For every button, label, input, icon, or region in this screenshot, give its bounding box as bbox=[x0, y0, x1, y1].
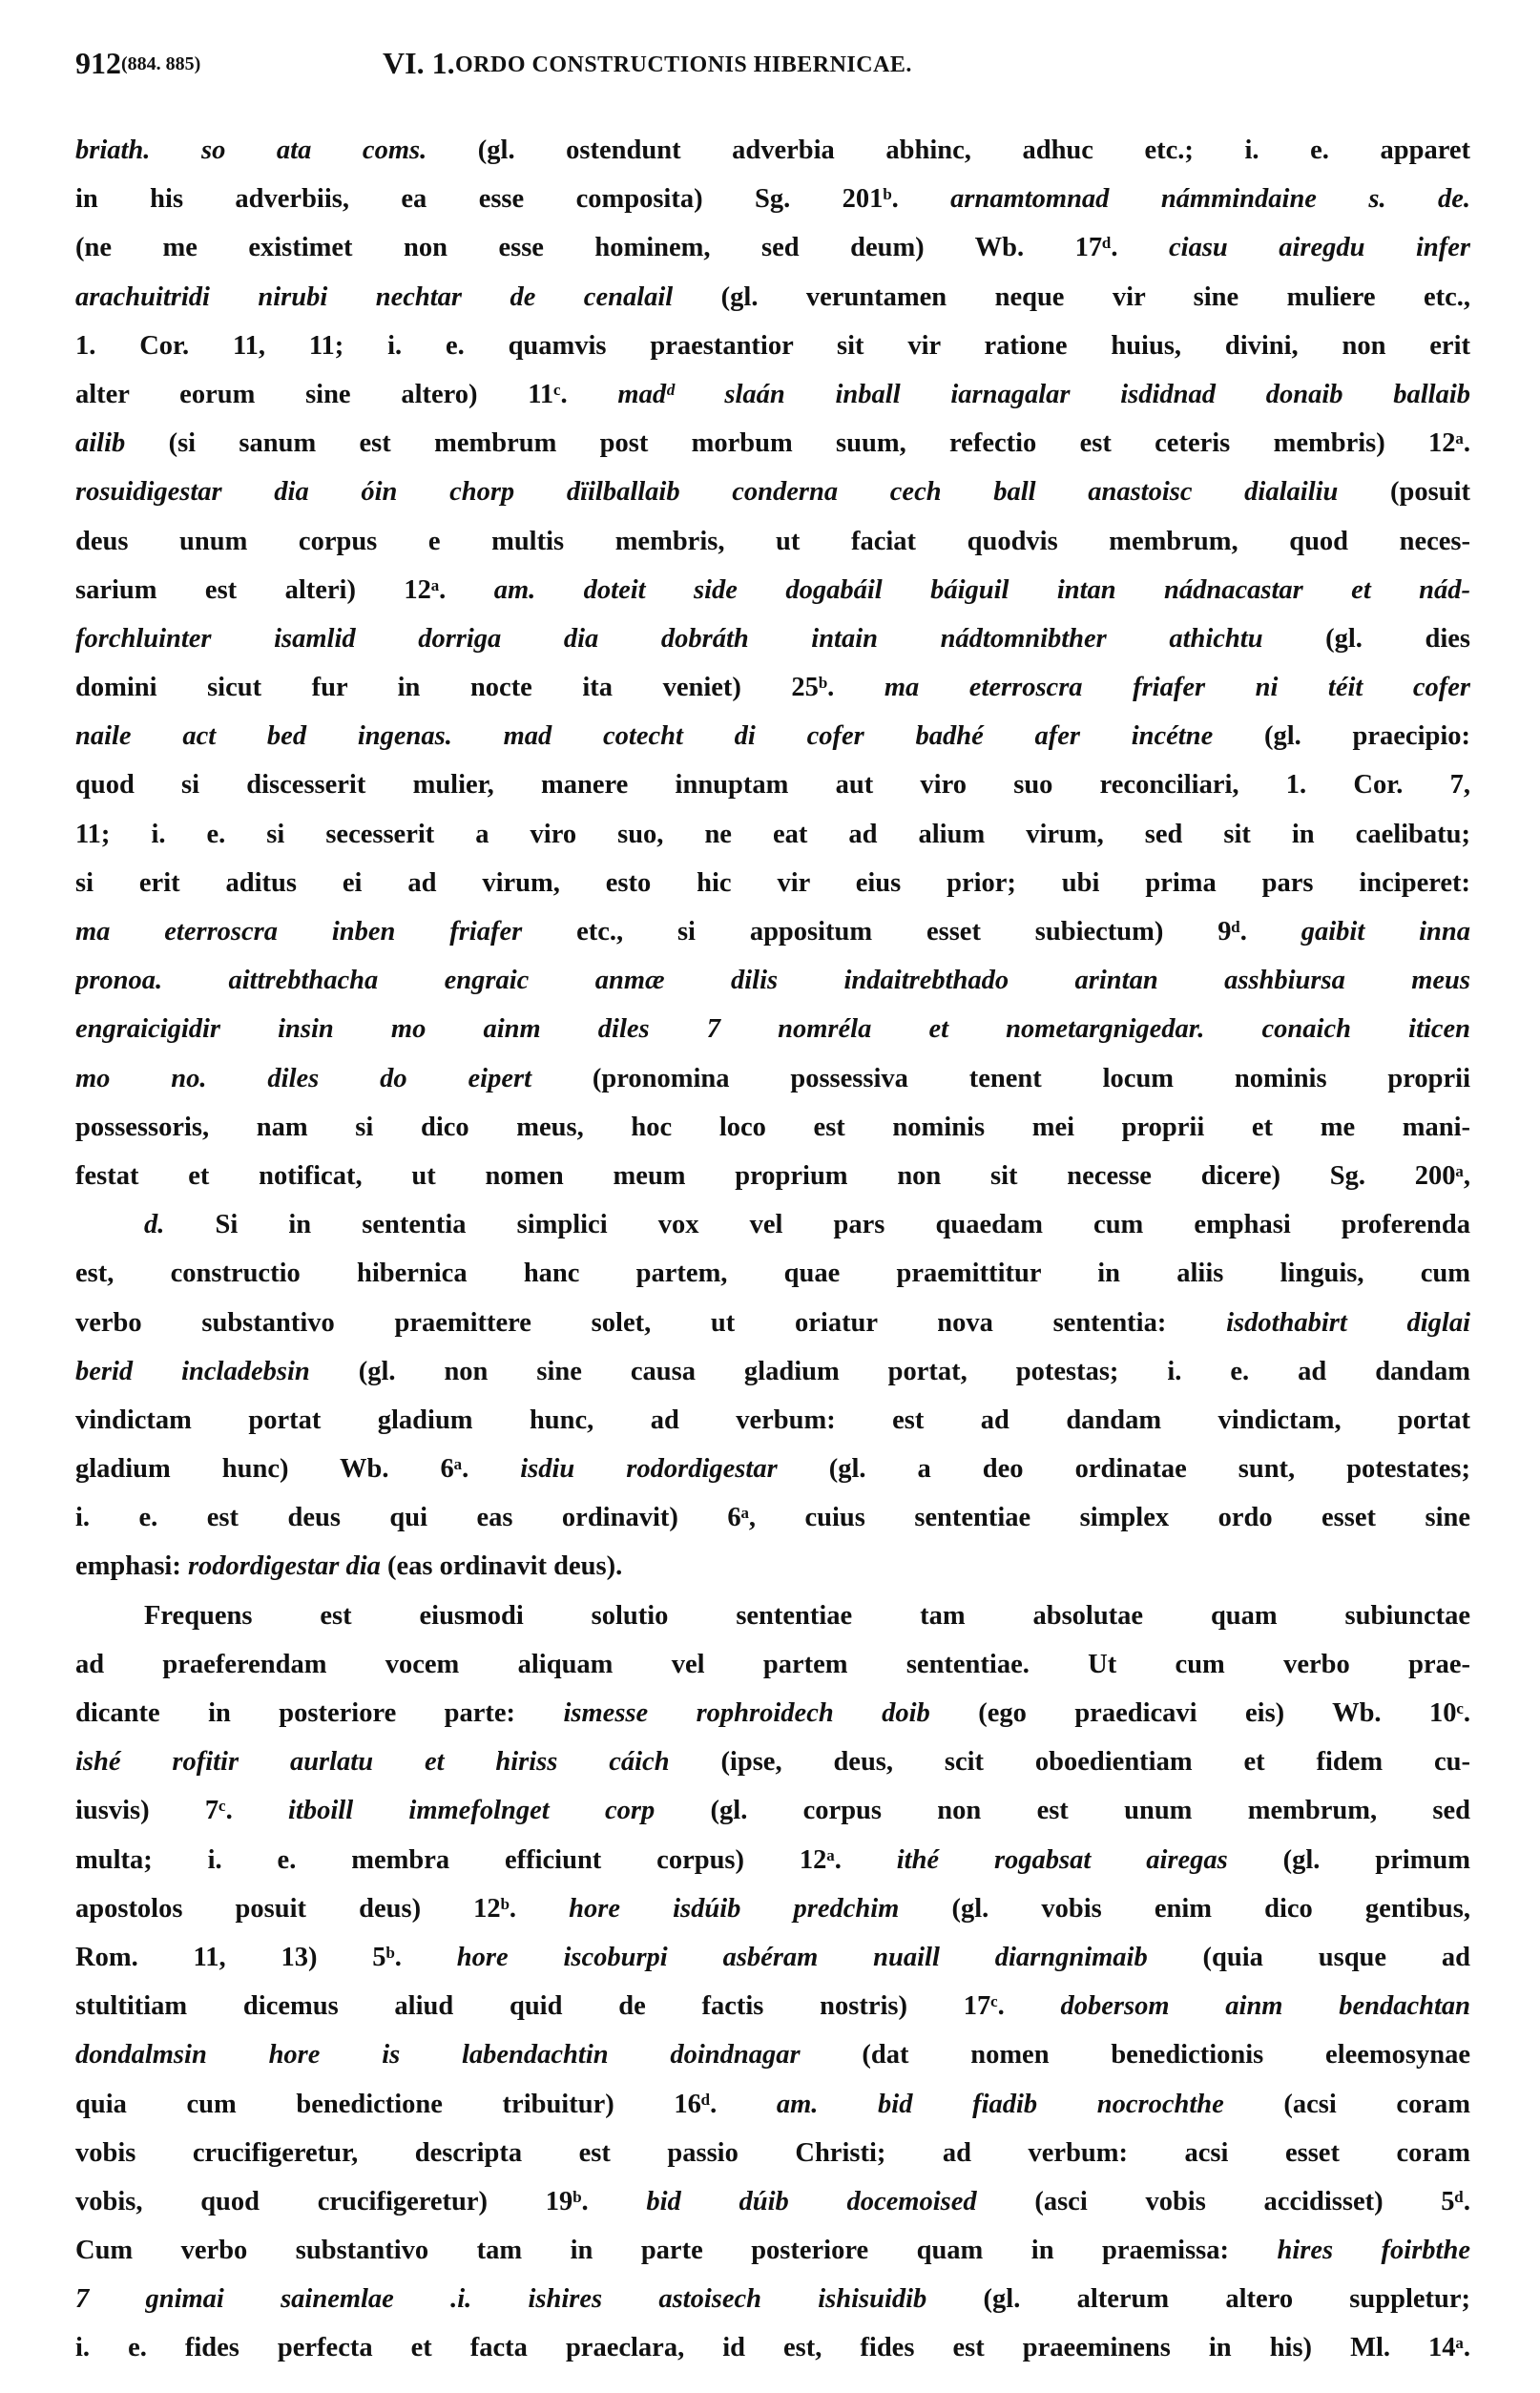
irish-gloss-text: dobersom ainm bendachtan bbox=[1060, 1991, 1470, 2022]
latin-text: possessoris, nam si dico meus, hoc loco est nominis mei proprii et me mani- bbox=[75, 1112, 1470, 1142]
irish-gloss-text: bid dúib docemoised bbox=[646, 2186, 977, 2216]
text-line bbox=[75, 1644, 1470, 1693]
irish-gloss-text: mo no. diles do eipert bbox=[75, 1063, 531, 1093]
irish-gloss-text: engraicigidir insin mo ainm diles 7 nomréla et nometargnigedar. conaich iticen bbox=[75, 1014, 1470, 1045]
latin-text: (gl. vobis enim dico gentibus, bbox=[899, 1893, 1470, 1924]
latin-text: ad praeferendam vocem aliquam vel partem sententiae. Ut cum verbo prae- bbox=[75, 1649, 1470, 1679]
latin-text: Cum verbo substantivo tam in parte posteriore quam in praemissa: bbox=[75, 2236, 1278, 2266]
latin-text: iusvis) 7ᶜ. bbox=[75, 1796, 289, 1826]
page-number: 912 bbox=[75, 46, 121, 80]
irish-gloss-text: ailib bbox=[75, 428, 126, 459]
irish-gloss-text: ishé rofitir aurlatu et hiriss cáich bbox=[75, 1747, 670, 1778]
text-line bbox=[75, 1937, 1470, 1986]
text-line bbox=[75, 1546, 1470, 1594]
text-line bbox=[75, 1351, 1470, 1400]
latin-text: emphasi: bbox=[75, 1551, 188, 1582]
latin-text: quod si discesserit mulier, manere innuptam aut viro suo reconciliari, 1. Cor. 7, bbox=[75, 770, 1470, 801]
text-line bbox=[75, 423, 1470, 471]
latin-text: apostolos posuit deus) 12ᵇ. bbox=[75, 1893, 570, 1924]
running-header bbox=[75, 46, 1470, 88]
latin-text: (ne me existimet non esse hominem, sed deum) Wb. 17ᵈ. bbox=[75, 233, 1169, 263]
latin-text: (gl. praecipio: bbox=[1213, 721, 1470, 752]
latin-text: (pronomina possessiva tenent locum nominis proprii bbox=[531, 1063, 1470, 1093]
irish-gloss-text: ma eterroscra inben friafer bbox=[75, 917, 523, 947]
latin-text: stultitiam dicemus aliud quid de factis nostris) 17ᶜ. bbox=[75, 1991, 1061, 2022]
section-refs: (884. 885) bbox=[121, 53, 201, 74]
text-line bbox=[75, 1400, 1470, 1448]
text-line bbox=[75, 1204, 1470, 1253]
text-line bbox=[75, 570, 1470, 618]
text-line bbox=[75, 1302, 1470, 1351]
text-line bbox=[75, 2279, 1470, 2327]
latin-text: (acsi coram bbox=[1223, 2089, 1470, 2119]
latin-text: quia cum benedictione tribuitur) 16ᵈ. bbox=[75, 2089, 777, 2119]
latin-text: Rom. 11, 13) 5ᵇ. bbox=[75, 1942, 457, 1972]
latin-text: (gl. ostendunt adverbia abhinc, adhuc etc.; i. e. apparet bbox=[427, 135, 1470, 165]
latin-text: vindictam portat gladium hunc, ad verbum: est ad dandam vindictam, portat bbox=[75, 1405, 1470, 1435]
latin-text: (posuit bbox=[1338, 477, 1470, 508]
latin-text: (gl. corpus non est unum membrum, sed bbox=[655, 1796, 1470, 1826]
text-line bbox=[75, 2181, 1470, 2230]
irish-gloss-text: isdiu rodordigestar bbox=[520, 1454, 778, 1485]
text-line bbox=[75, 1058, 1470, 1107]
text-line bbox=[75, 2327, 1470, 2376]
text-line bbox=[75, 374, 1470, 423]
irish-gloss-text: hires foirbthe bbox=[1277, 2236, 1470, 2266]
text-line bbox=[75, 618, 1470, 667]
text-line bbox=[75, 1009, 1470, 1057]
text-line bbox=[75, 667, 1470, 716]
latin-text: verbo substantivo praemittere solet, ut oriatur nova sententia: bbox=[75, 1307, 1227, 1338]
irish-gloss-text: hore isdúib predchim bbox=[569, 1893, 900, 1924]
latin-text: in his adverbiis, ea esse composita) Sg. 201ᵇ. bbox=[75, 184, 951, 215]
text-line bbox=[75, 1693, 1470, 1741]
body-text bbox=[75, 130, 1470, 2377]
latin-text: multa; i. e. membra efficiunt corpus) 12ᵃ. bbox=[75, 1844, 897, 1875]
text-line bbox=[75, 1107, 1470, 1155]
text-line bbox=[75, 716, 1470, 764]
irish-gloss-text: pronoa. aittrebthacha engraic anmæ dilis indaitrebthado arintan asshbiursa meus bbox=[75, 966, 1470, 996]
latin-text: (gl. veruntamen neque vir sine muliere etc., bbox=[673, 281, 1470, 312]
irish-gloss-text: hore iscoburpi asbéram nuaill diarngnimaib bbox=[456, 1942, 1148, 1972]
latin-text: (gl. dies bbox=[1262, 623, 1470, 654]
latin-text: (eas ordinavit deus). bbox=[380, 1551, 623, 1582]
irish-gloss-text: briath. so ata coms. bbox=[75, 135, 427, 165]
text-line bbox=[75, 1497, 1470, 1546]
text-line bbox=[75, 521, 1470, 570]
irish-gloss-text: ismesse rophroidech doib bbox=[563, 1698, 930, 1728]
irish-gloss-text: dondalmsin hore is labendachtin doindnagar bbox=[75, 2040, 801, 2070]
irish-gloss-text: am. bid fiadib nocrochthe bbox=[776, 2089, 1224, 2119]
text-line bbox=[75, 911, 1470, 960]
latin-text: Frequens est eiusmodi solutio sententiae tam absolutae quam subiunctae bbox=[144, 1600, 1470, 1631]
irish-gloss-text: itboill immefolnget corp bbox=[288, 1796, 656, 1826]
irish-gloss-text: madᵈ slaán inball iarnagalar isdidnad donaib ballaib bbox=[617, 379, 1470, 409]
irish-gloss-text: forchluinter isamlid dorriga dia dobráth intain nádtomnibther athichtu bbox=[75, 623, 1263, 654]
text-line bbox=[75, 764, 1470, 813]
text-line bbox=[75, 2133, 1470, 2181]
latin-text: alter eorum sine altero) 11ᶜ. bbox=[75, 379, 618, 409]
irish-gloss-text: berid incladebsin bbox=[75, 1356, 310, 1386]
irish-gloss-text: d. bbox=[144, 1210, 165, 1240]
latin-text: (gl. non sine causa gladium portat, potestas; i. e. ad dandam bbox=[309, 1356, 1470, 1386]
irish-gloss-text: naile act bed ingenas. mad cotecht di cofer badhé afer incétne bbox=[75, 721, 1214, 752]
text-line bbox=[75, 2230, 1470, 2279]
text-line bbox=[75, 1840, 1470, 1888]
text-line bbox=[75, 863, 1470, 911]
text-line bbox=[75, 1741, 1470, 1790]
text-line bbox=[75, 471, 1470, 520]
text-line bbox=[75, 1448, 1470, 1497]
irish-gloss-text: rosuidigestar dia óin chorp dïilballaib conderna cech ball anastoisc dialailiu bbox=[75, 477, 1339, 508]
text-line bbox=[75, 960, 1470, 1009]
latin-text: gladium hunc) Wb. 6ᵃ. bbox=[75, 1454, 521, 1485]
irish-gloss-text: ithé rogabsat airegas bbox=[896, 1844, 1228, 1875]
irish-gloss-text: ma eterroscra friafer ni téit cofer bbox=[884, 673, 1470, 703]
latin-text: etc., si appositum esset subiectum) 9ᵈ. bbox=[522, 917, 1301, 947]
latin-text: domini sicut fur in nocte ita veniet) 25ᵇ. bbox=[75, 673, 884, 703]
latin-text: i. e. est deus qui eas ordinavit) 6ᵃ, cuius sententiae simplex ordo esset sine bbox=[75, 1503, 1470, 1533]
latin-text: 11; i. e. si secesserit a viro suo, ne eat ad alium virum, sed sit in caelibatu; bbox=[75, 819, 1470, 849]
latin-text: (asci vobis accidisset) 5ᵈ. bbox=[976, 2186, 1470, 2216]
text-line bbox=[75, 227, 1470, 276]
irish-gloss-text: rodordigestar dia bbox=[187, 1551, 381, 1582]
text-line bbox=[75, 1253, 1470, 1301]
latin-text: dicante in posteriore parte: bbox=[75, 1698, 564, 1728]
irish-gloss-text: arachuitridi nirubi nechtar de cenalail bbox=[75, 281, 674, 312]
text-line bbox=[75, 1155, 1470, 1204]
latin-text: sarium est alteri) 12ᵃ. bbox=[75, 574, 494, 605]
latin-text: (ego praedicavi eis) Wb. 10ᶜ. bbox=[929, 1698, 1470, 1728]
latin-text: (ipse, deus, scit oboedientiam et fidem cu- bbox=[669, 1747, 1470, 1778]
text-line bbox=[75, 1888, 1470, 1937]
text-line bbox=[75, 1790, 1470, 1839]
latin-text: festat et notificat, ut nomen meum proprium non sit necesse dicere) Sg. 200ᵃ, bbox=[75, 1160, 1470, 1191]
text-line bbox=[75, 277, 1470, 325]
latin-text: i. e. fides perfecta et facta praeclara, id est, fides est praeeminens in his) Ml. 14ᵃ. bbox=[75, 2333, 1470, 2363]
latin-text: si erit aditus ei ad virum, esto hic vir eius prior; ubi prima pars inciperet: bbox=[75, 867, 1470, 898]
latin-text: 1. Cor. 11, 11; i. e. quamvis praestantior sit vir ratione huius, divini, non erit bbox=[75, 330, 1470, 361]
text-line bbox=[75, 325, 1470, 374]
text-line bbox=[75, 1595, 1470, 1644]
latin-text: est, constructio hibernica hanc partem, quae praemittitur in aliis linguis, cum bbox=[75, 1259, 1470, 1289]
text-line bbox=[75, 814, 1470, 863]
latin-text: (gl. primum bbox=[1227, 1844, 1470, 1875]
latin-text: vobis, quod crucifigeretur) 19ᵇ. bbox=[75, 2186, 647, 2216]
latin-text: (quia usque ad bbox=[1147, 1942, 1470, 1972]
latin-text: (dat nomen benedictionis eleemosynae bbox=[800, 2040, 1470, 2070]
irish-gloss-text: 7 gnimai sainemlae .i. ishires astoisech ishisuidib bbox=[75, 2284, 927, 2315]
latin-text: vobis crucifigeretur, descripta est passio Christi; ad verbum: acsi esset coram bbox=[75, 2137, 1470, 2168]
latin-text: (si sanum est membrum post morbum suum, refectio est ceteris membris) 12ᵃ. bbox=[125, 428, 1470, 459]
text-line bbox=[75, 2084, 1470, 2133]
latin-text: (gl. alterum altero suppletur; bbox=[926, 2284, 1470, 2315]
irish-gloss-text: am. doteit side dogabáil báiguil intan nádnacastar et nád- bbox=[493, 574, 1470, 605]
irish-gloss-text: arnamtomnad námmindaine s. de. bbox=[950, 184, 1470, 215]
chapter-number: VI. 1. bbox=[383, 46, 455, 80]
latin-text: deus unum corpus e multis membris, ut faciat quodvis membrum, quod neces- bbox=[75, 526, 1470, 556]
text-line bbox=[75, 2034, 1470, 2083]
text-line bbox=[75, 178, 1470, 227]
latin-text: Si in sententia simplici vox vel pars quaedam cum emphasi proferenda bbox=[164, 1210, 1470, 1240]
irish-gloss-text: isdothabirt diglai bbox=[1226, 1307, 1470, 1338]
latin-text: (gl. a deo ordinatae sunt, potestates; bbox=[777, 1454, 1470, 1485]
text-line bbox=[75, 130, 1470, 178]
irish-gloss-text: ciasu airegdu infer bbox=[1169, 233, 1470, 263]
irish-gloss-text: gaibit inna bbox=[1301, 917, 1470, 947]
running-title: ORDO CONSTRUCTIONIS HIBERNICAE. bbox=[455, 52, 912, 77]
text-line bbox=[75, 1986, 1470, 2034]
